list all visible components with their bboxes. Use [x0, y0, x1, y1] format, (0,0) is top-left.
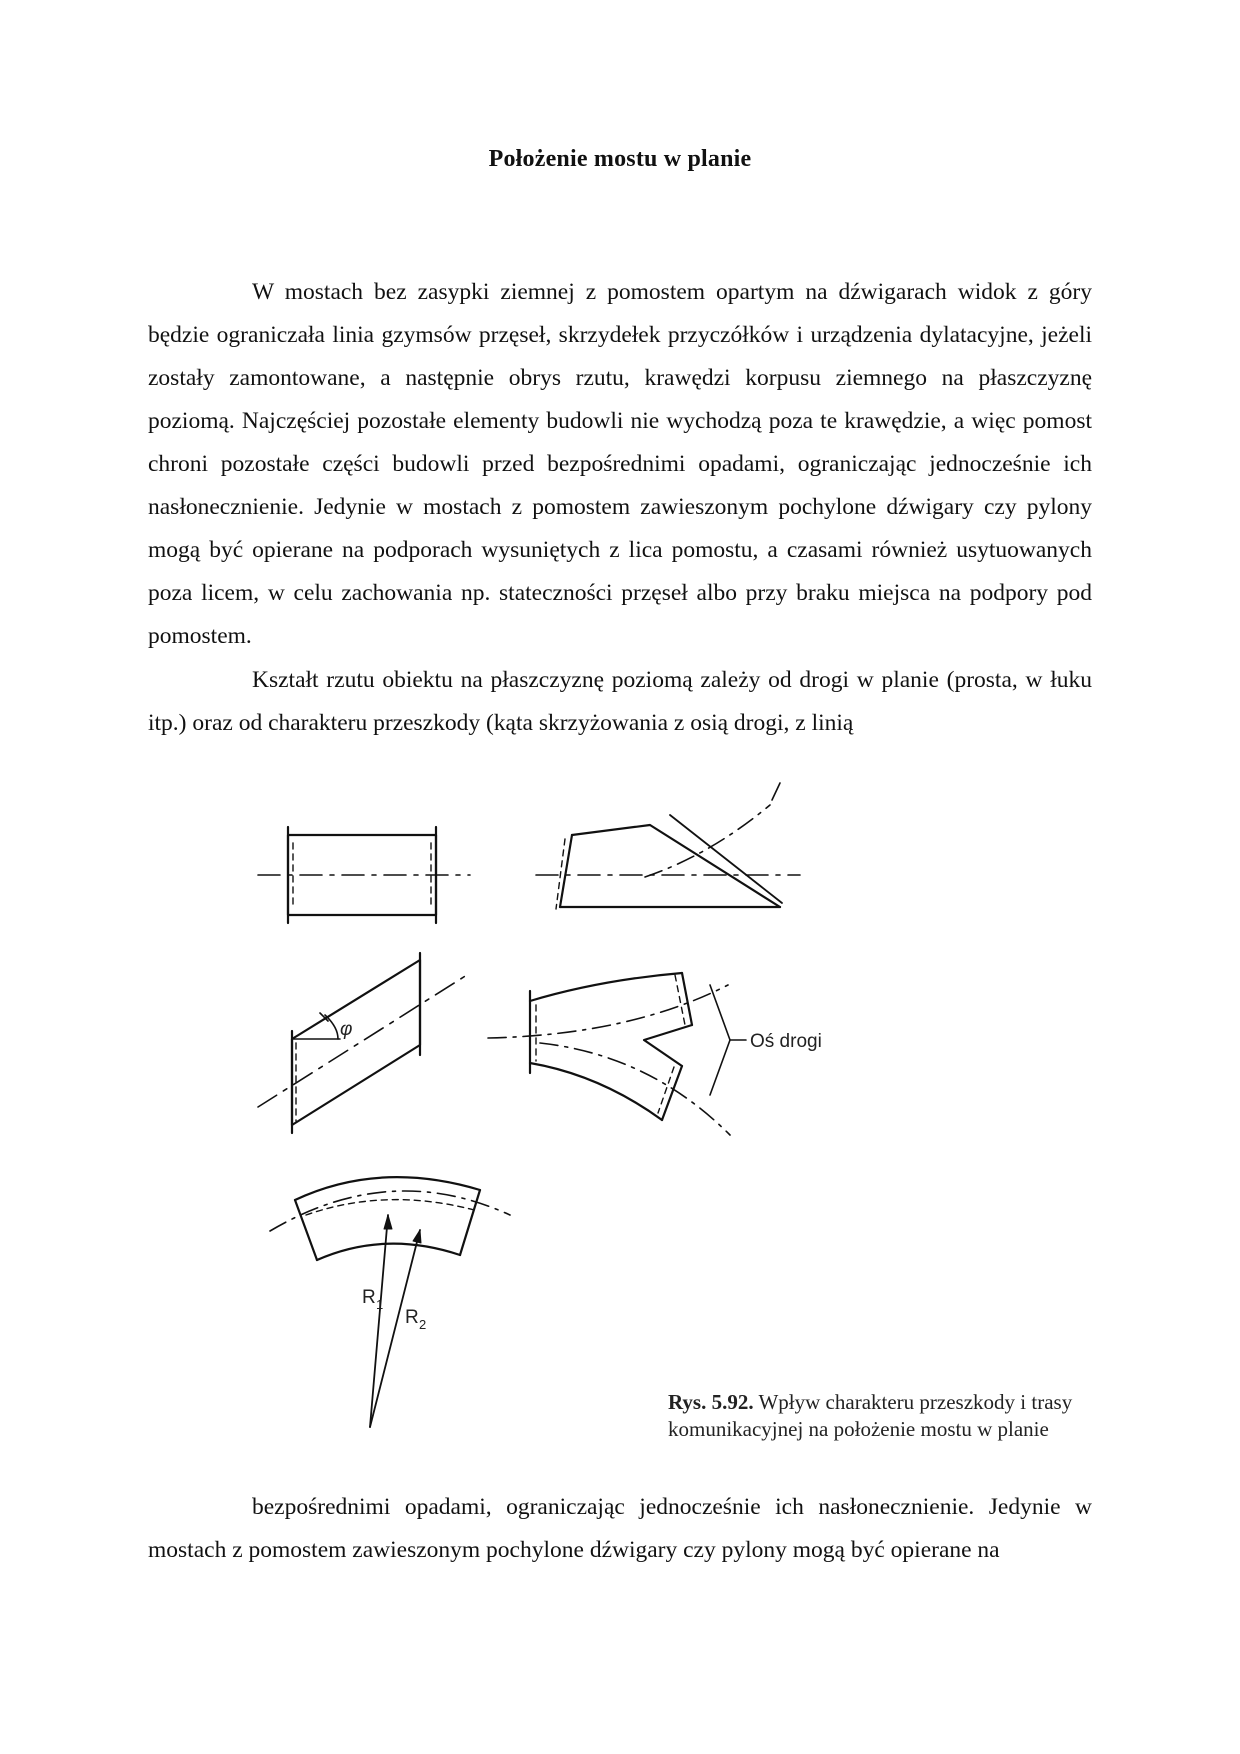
radius-r2-label: R [405, 1307, 419, 1328]
caption-label: Rys. 5.92. [668, 1390, 754, 1414]
radius-r1-subscript: 1 [376, 1297, 384, 1312]
figure-drawing [230, 775, 960, 1455]
figure-bridge-plans [230, 775, 960, 1455]
paragraph-1: W mostach bez zasypki ziemnej z pomostem opartym na dźwigarach widok z góry będzie ograniczała linia gzymsów przęseł, skrzydełek przyczółków i urządzenia dylatacyjne, jeżeli zostały zamontowane, a następnie obrys rzutu, krawędzi korpusu ziemnego na płaszczyznę poziomą. Najczęściej pozostałe elementy budowli nie wychodzą poza te krawędzie, a więc pomost chroni pozostałe części budowli przed bezpośrednimi opadami, ograniczając jednocześnie ich nasłonecznienie. Jedynie w mostach z pomostem zawieszonym pochylone dźwigary czy pylony mogą być opierane na podporach wysuniętych z lica pomostu, a czasami również usytuowanych poza licem, w celu zachowania np. stateczności przęseł albo przy braku miejsca na podpory pod pomostem. [148, 279, 1092, 649]
plan-straight-bridge [258, 827, 470, 923]
figure-caption [668, 1389, 1168, 1443]
angle-phi-label: φ [340, 1019, 353, 1040]
paragraph-3: bezpośrednimi opadami, ograniczając jednocześnie ich nasłonecznienie. Jedynie w mostach z pomostem zawieszonym pochylone dźwigary czy pylony mogą być opierane na [148, 1494, 1092, 1563]
page-title: Położenie mostu w planie [488, 146, 752, 172]
paragraph-2: Kształt rzutu obiektu na płaszczyznę poziomą zależy od drogi w planie (prosta, w łuku itp.) oraz od charakteru przeszkody (kąta skrzyżowania z osią drogi, z linią [148, 667, 1092, 736]
caption-text: Wpływ charakteru przeszkody i trasy komunikacyjnej na położenie mostu w planie [668, 1390, 1073, 1441]
plan-skew-bridge [536, 783, 800, 909]
plan-fork-bridge [488, 973, 746, 1135]
plan-angled-bridge [258, 953, 470, 1133]
road-axis-label: Oś drogi [750, 1031, 822, 1052]
plan-curved-bridge [270, 1177, 510, 1427]
radius-r1-label: R [362, 1287, 376, 1308]
radius-r2-subscript: 2 [419, 1317, 427, 1332]
